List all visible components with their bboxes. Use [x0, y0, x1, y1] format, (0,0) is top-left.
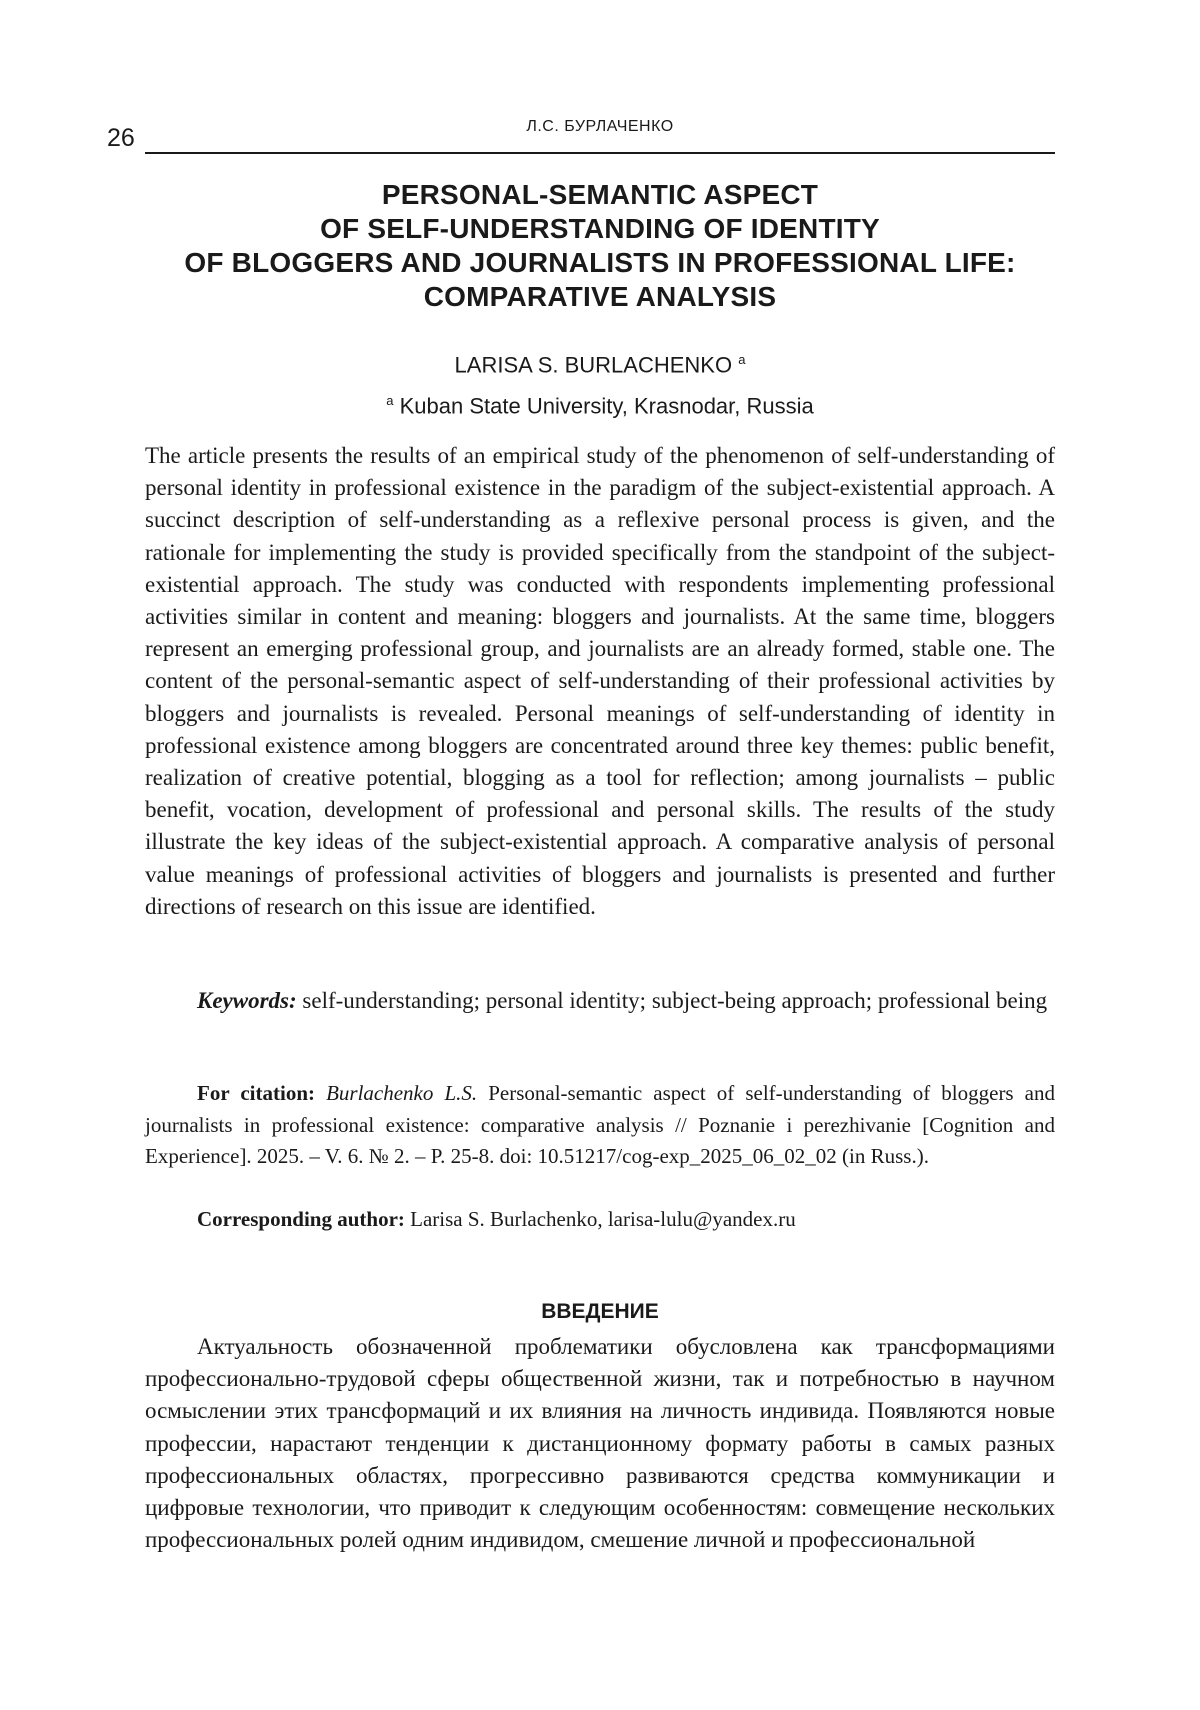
keywords: [145, 985, 1055, 1017]
author-line: [145, 352, 1055, 378]
corresponding-author: [145, 1204, 1055, 1236]
affiliation-line: [145, 393, 1055, 419]
article-title: [145, 178, 1055, 314]
affiliation-text: Kuban State University, Krasnodar, Russia: [399, 393, 814, 419]
header-rule: [145, 152, 1055, 154]
title-line: COMPARATIVE ANALYSIS: [423, 281, 777, 312]
citation-text: Personal-semantic aspect of self-understanding of bloggers and journalists in professional existence: comparative analysis // Poznanie i perezhivanie [Cognition and Experience]. 2025. – V. 6. № 2. – P. 25-8. doi: 10.51217/cog-exp_2025_06_02_02 (in Russ.).: [145, 1081, 1056, 1168]
corresponding-text: Larisa S. Burlachenko, larisa-lulu@yandex.ru: [404, 1207, 796, 1231]
keywords-label: Keywords:: [197, 988, 297, 1013]
citation-label: For citation:: [197, 1081, 315, 1105]
citation: [145, 1078, 1055, 1173]
intro-paragraph: Актуальность обозначенной проблематики обусловлена как трансформациями профессионально-трудовой сферы общественной жизни, так и потребностью в научном осмыслении этих трансформаций и их влияния на личность индивида. Появляются новые профессии, нарастают тенденции к дистанционному формату работы в самых разных профессиональных областях, прогрессивно развиваются средства коммуникации и цифровые технологии, что приводит к следующим особенностям: совмещение нескольких профессиональных ролей одним индивидом, смешение личной и профессиональной: [145, 1334, 1055, 1553]
author-affiliation-mark: a: [738, 352, 746, 367]
abstract: The article presents the results of an empirical study of the phenomenon of self-understanding of personal identity in professional existence in the paradigm of the subject-existential approach. A succinct description of self-understanding as a reflexive personal process is given, and the rationale for implementing the study is provided specifically from the standpoint of the subject-existential approach. The study was conducted with respondents implementing professional activities similar in content and meaning: bloggers and journalists. At the same time, bloggers represent an emerging professional group, and journalists are an already formed, stable one. The content of the personal-semantic aspect of self-understanding of their professional activities by bloggers and journalists is revealed. Personal meanings of self-understanding of identity in professional existence among bloggers are concentrated around three key themes: public benefit, realization of creative potential, blogging as a tool for reflection; among journalists – public benefit, vocation, development of professional and personal skills. The results of the study illustrate the key ideas of the subject-existential approach. A comparative analysis of personal value meanings of professional activities of bloggers and journalists is presented and further directions of research on this issue are identified.: [145, 443, 1055, 919]
corresponding-label: Corresponding author:: [197, 1207, 405, 1231]
author-name: LARISA S. BURLACHENKO: [454, 352, 733, 378]
title-line: OF BLOGGERS AND JOURNALISTS IN PROFESSIONAL LIFE:: [184, 247, 1016, 278]
citation-author: Burlachenko L.S.: [326, 1081, 478, 1105]
title-line: OF SELF-UNDERSTANDING OF IDENTITY: [320, 213, 880, 244]
affiliation-mark: a: [386, 393, 394, 408]
keywords-text: self-understanding; personal identity; subject-being approach; professional being: [296, 988, 1048, 1013]
page-number: 26: [107, 124, 135, 152]
running-head: [107, 118, 1055, 158]
running-head-author: Л.С. БУРЛАЧЕНКО: [526, 118, 674, 135]
section-heading: ВВЕДЕНИЕ: [541, 1300, 659, 1323]
title-line: PERSONAL-SEMANTIC ASPECT: [381, 179, 819, 210]
